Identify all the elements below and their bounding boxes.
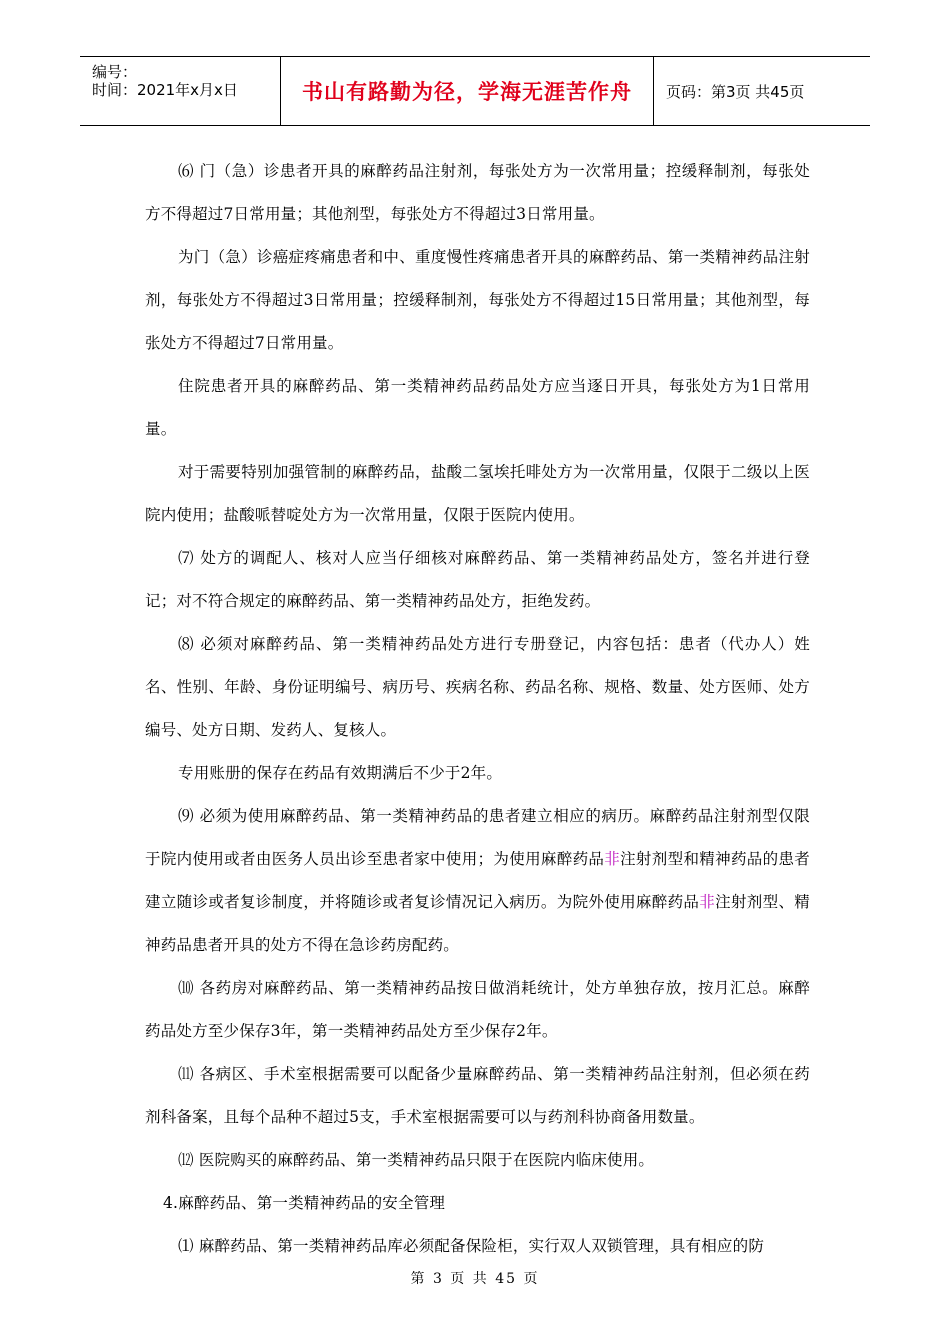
paragraph: ⑺ 处方的调配人、核对人应当仔细核对麻醉药品、第一类精神药品处方，签名并进行登记；对不符合规定的麻醉药品、第一类精神药品处方，拒绝发药。: [145, 549, 810, 610]
highlighted-char: 非: [604, 850, 621, 868]
paragraph: 对于需要特别加强管制的麻醉药品，盐酸二氢埃托啡处方为一次常用量，仅限于二级以上医院内使用；盐酸哌替啶处方为一次常用量，仅限于医院内使用。: [145, 463, 810, 524]
paragraph-segment: 注射剂型、精神药品患者开具的处方不得在急诊药房配药。: [145, 893, 810, 954]
paragraph: ⑾ 各病区、手术室根据需要可以配备少量麻醉药品、第一类精神药品注射剂，但必须在药剂科备案，且每个品种不超过5支，手术室根据需要可以与药剂科协商备用数量。: [145, 1065, 810, 1126]
page-footer: 第 3 页 共 45 页: [410, 1271, 540, 1287]
paragraph: ⑹ 门（急）诊患者开具的麻醉药品注射剂，每张处方为一次常用量；控缓释制剂，每张处方不得超过7日常用量；其他剂型，每张处方不得超过3日常用量。: [145, 162, 810, 223]
paragraph: 专用账册的保存在药品有效期满后不少于2年。: [178, 764, 503, 782]
document-header: [80, 56, 870, 126]
doc-number-label: 编号：: [92, 63, 138, 81]
paragraph-segment: ⑼ 必须为使用麻醉药品、第一类精神药品的患者建立相应的病历。麻醉药品注射剂型仅限于院内使用或者由医务人员出诊至患者家中使用；为使用麻醉药品: [145, 807, 810, 868]
paragraph: ⑽ 各药房对麻醉药品、第一类精神药品按日做消耗统计，处方单独存放，按月汇总。麻醉药品处方至少保存3年，第一类精神药品处方至少保存2年。: [145, 979, 810, 1040]
paragraph: ⑴ 麻醉药品、第一类精神药品库必须配备保险柜，实行双人双锁管理，具有相应的防: [178, 1237, 765, 1255]
document-body: [145, 150, 810, 1268]
section-heading: 4.麻醉药品、第一类精神药品的安全管理: [163, 1194, 446, 1212]
paragraph: 为门（急）诊癌症疼痛患者和中、重度慢性疼痛患者开具的麻醉药品、第一类精神药品注射剂，每张处方不得超过3日常用量；控缓释制剂，每张处方不得超过15日常用量；其他剂型，每张处方不得超过7日常用量。: [145, 248, 810, 352]
paragraph: ⑻ 必须对麻醉药品、第一类精神药品处方进行专册登记，内容包括：患者（代办人）姓名、性别、年龄、身份证明编号、病历号、疾病名称、药品名称、规格、数量、处方医师、处方编号、处方日期、发药人、复核人。: [145, 635, 810, 739]
paragraph: 住院患者开具的麻醉药品、第一类精神药品药品处方应当逐日开具，每张处方为1日常用量。: [145, 377, 810, 438]
header-meta: [80, 57, 280, 125]
doc-time-label: 时间：2021年x月x日: [92, 81, 238, 99]
paragraph-segment: 注射剂型和精神药品的患者建立随诊或者复诊制度，并将随诊或者复诊情况记入病历。为院外使用麻醉药品: [145, 850, 810, 911]
paragraph: ⑿ 医院购买的麻醉药品、第一类精神药品只限于在医院内临床使用。: [178, 1151, 655, 1169]
header-page-info: 页码：第3页 共45页: [666, 82, 805, 101]
header-motto: 书山有路勤为径，学海无涯苦作舟: [280, 57, 654, 125]
paragraph-with-highlights: [145, 795, 810, 967]
highlighted-char: 非: [699, 893, 716, 911]
